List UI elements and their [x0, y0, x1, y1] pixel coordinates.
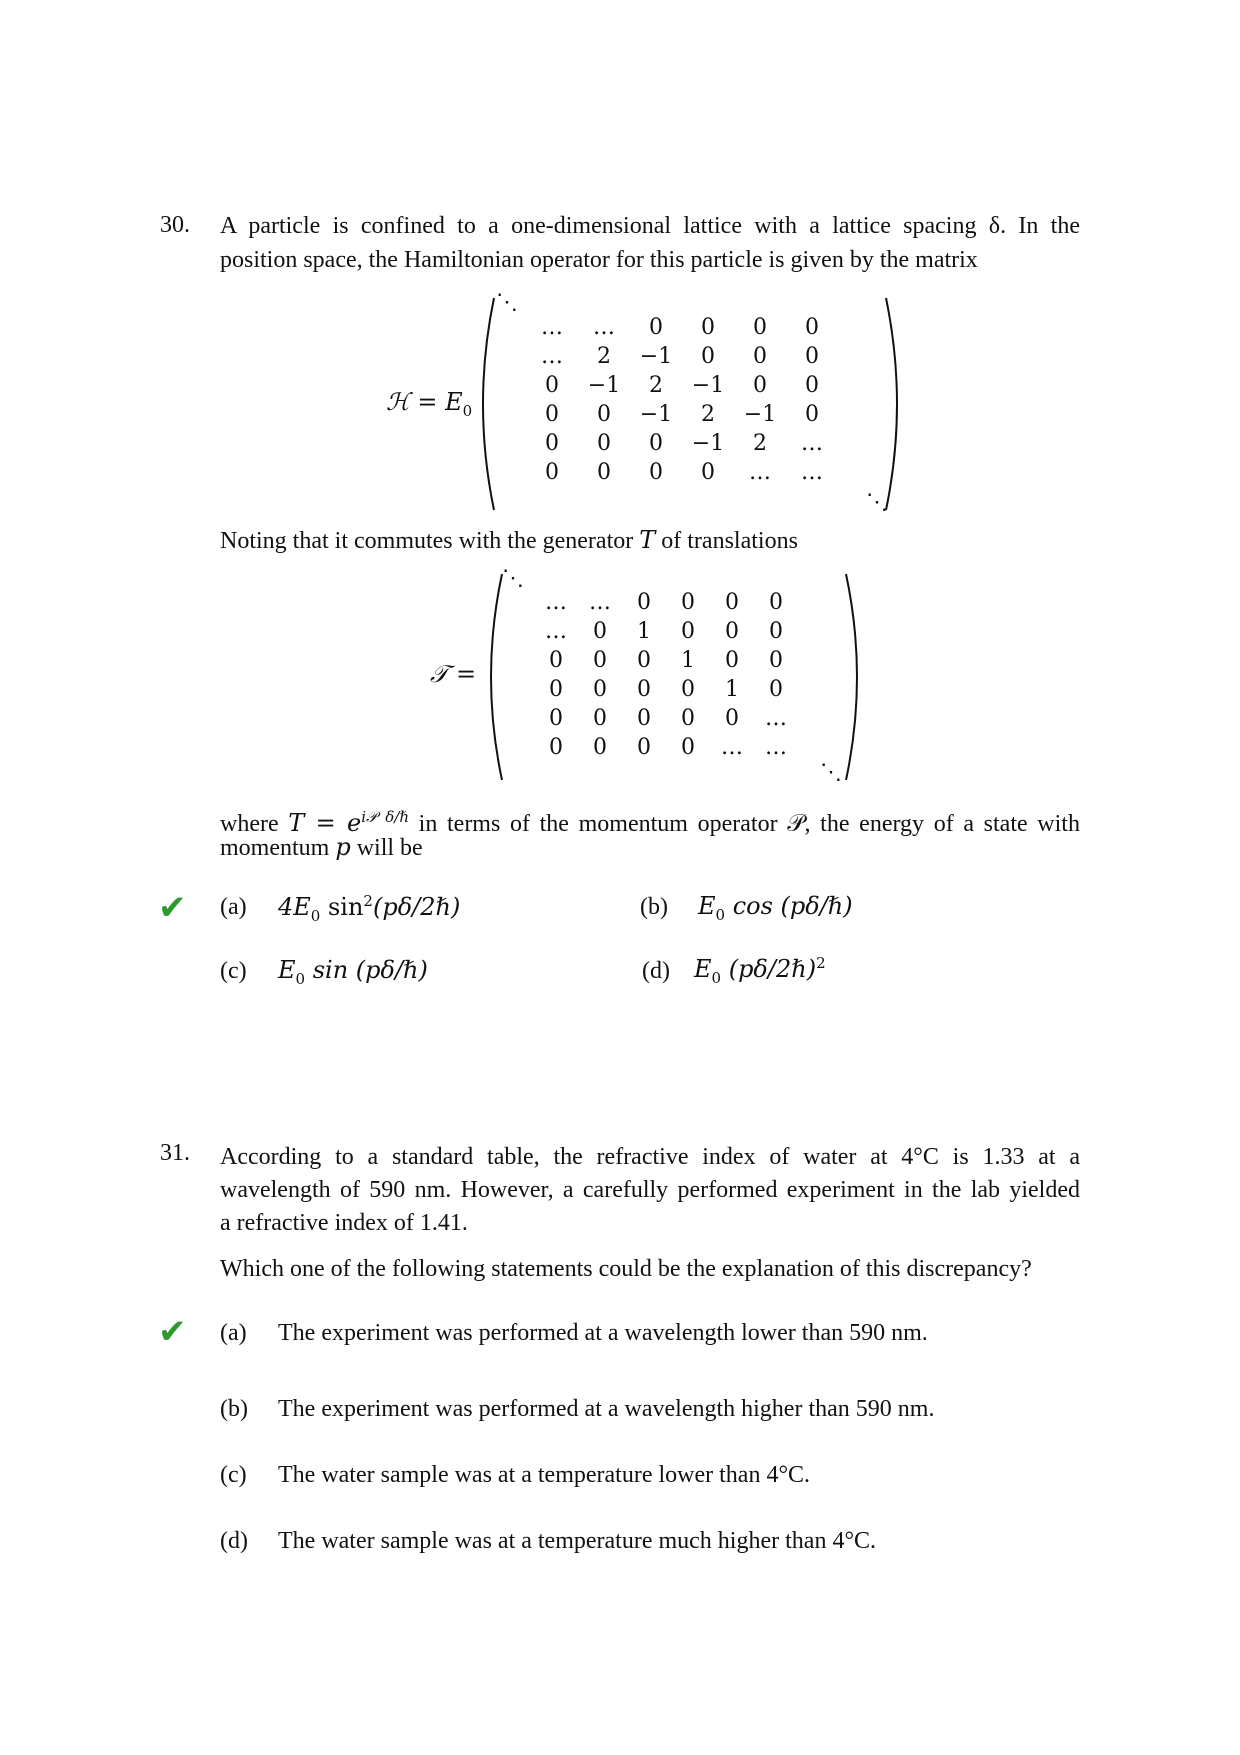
hamiltonian-cell: 0 — [805, 315, 819, 340]
q31-option-d-text: The water sample was at a temperature much higher than 4°C. — [278, 1528, 877, 1554]
q31-option-a-label: (a) — [220, 1320, 247, 1346]
hamiltonian-cell: −1 — [691, 431, 725, 456]
q30-correct-check-icon: ✔ — [158, 888, 187, 928]
hamiltonian-cell: … — [801, 431, 823, 456]
translation-cell: 0 — [725, 590, 739, 615]
hamiltonian-cell: 0 — [545, 460, 559, 485]
noting-line — [220, 523, 1080, 558]
q30-option-d-sub: 0 — [711, 968, 722, 987]
translation-cell: 0 — [725, 706, 739, 731]
hamiltonian-cell: … — [749, 460, 771, 485]
q31-option-a-text: The experiment was performed at a wavelength lower than 590 nm. — [278, 1320, 928, 1346]
hamiltonian-lhs — [386, 388, 472, 420]
translation-cell: 0 — [637, 590, 651, 615]
translation-top-diagonal-dots: ⋱ — [502, 566, 524, 591]
q30-option-c-sub: 0 — [295, 969, 306, 988]
translation-right-paren — [840, 572, 870, 782]
hamiltonian-bottom-diagonal-dots: ⋱ — [866, 490, 888, 515]
where-exponent: i𝒫 δ/ℏ — [361, 808, 409, 826]
hamiltonian-top-diagonal-dots: ⋱ — [496, 290, 518, 315]
translation-cell: … — [545, 590, 567, 615]
hamiltonian-left-paren — [470, 296, 500, 512]
translation-cell: … — [589, 590, 611, 615]
translation-cell: 0 — [769, 590, 783, 615]
translation-cell: … — [765, 735, 787, 760]
where-line-2-post: will be — [350, 835, 423, 861]
q30-option-b-part-2: cos (pδ/ℏ) — [725, 892, 853, 920]
hamiltonian-cell: 0 — [597, 402, 611, 427]
translation-cell: 0 — [637, 648, 651, 673]
hamiltonian-matrix — [526, 315, 866, 495]
translation-cell: … — [545, 619, 567, 644]
hamiltonian-cell: 0 — [701, 460, 715, 485]
hamiltonian-cell: 0 — [701, 315, 715, 340]
q30-option-d-sup: 2 — [816, 954, 826, 972]
translation-cell: 0 — [549, 706, 563, 731]
hamiltonian-cell: 0 — [649, 315, 663, 340]
translation-cell: 0 — [681, 735, 695, 760]
hamiltonian-cell: 2 — [649, 373, 663, 398]
hamiltonian-cell: −1 — [743, 402, 777, 427]
hamiltonian-cell: 0 — [805, 373, 819, 398]
q31-option-d-label: (d) — [220, 1528, 248, 1554]
hamiltonian-cell: … — [541, 344, 563, 369]
translation-bottom-diagonal-dots: ⋱ — [820, 760, 842, 785]
translation-lhs: 𝒯 = — [430, 660, 477, 688]
hamiltonian-right-paren — [880, 296, 910, 512]
q30-option-b-part-1: E — [698, 892, 716, 920]
translation-cell: 0 — [681, 590, 695, 615]
q30-option-c-part-2: sin (pδ/ℏ) — [305, 956, 428, 984]
translation-cell: 0 — [549, 677, 563, 702]
hamiltonian-cell: 0 — [545, 431, 559, 456]
hamiltonian-cell: −1 — [587, 373, 621, 398]
question-31-line-1: According to a standard table, the refractive index of water at 4°C is 1.33 at a — [220, 1144, 1080, 1170]
hamiltonian-cell: … — [801, 460, 823, 485]
hamiltonian-cell: −1 — [639, 402, 673, 427]
translation-cell: 0 — [681, 677, 695, 702]
translation-cell: 0 — [769, 648, 783, 673]
q31-correct-check-icon: ✔ — [158, 1312, 187, 1352]
translation-cell: 0 — [593, 706, 607, 731]
where-text-pre: where — [220, 811, 289, 837]
translation-cell: 0 — [681, 619, 695, 644]
question-30-number: 30. — [160, 212, 190, 238]
translation-cell: 0 — [593, 677, 607, 702]
q30-option-b-text — [698, 892, 853, 924]
hamiltonian-cell: 0 — [545, 373, 559, 398]
hamiltonian-cell: 0 — [701, 344, 715, 369]
hamiltonian-cell: 0 — [805, 402, 819, 427]
q30-option-c-text — [278, 956, 428, 988]
translation-cell: 1 — [681, 648, 695, 673]
translation-matrix — [534, 590, 824, 770]
hamiltonian-lhs-text: ℋ = E — [386, 388, 463, 416]
question-31-line-3: a refractive index of 1.41. — [220, 1210, 468, 1236]
translation-cell: 0 — [769, 619, 783, 644]
translation-cell: 0 — [637, 706, 651, 731]
question-31-prompt: Which one of the following statements could be the explanation of this discrepancy? — [220, 1256, 1032, 1282]
translation-cell: 0 — [549, 735, 563, 760]
translation-cell: 0 — [637, 677, 651, 702]
q30-option-a-sub: 0 — [310, 906, 321, 925]
translation-cell: 0 — [593, 735, 607, 760]
translation-cell: 0 — [593, 619, 607, 644]
q30-option-c-part-1: E — [278, 956, 296, 984]
translation-cell: … — [721, 735, 743, 760]
translation-cell: 0 — [725, 648, 739, 673]
hamiltonian-cell: 0 — [597, 460, 611, 485]
translation-cell: 0 — [725, 619, 739, 644]
where-T-expression: T = e — [288, 809, 362, 837]
translation-cell: 0 — [637, 735, 651, 760]
q30-option-a-text — [278, 892, 460, 925]
q31-option-c-label: (c) — [220, 1462, 247, 1488]
question-30-intro-line-2: position space, the Hamiltonian operator for this particle is given by the matrix — [220, 247, 978, 273]
hamiltonian-cell: 0 — [753, 344, 767, 369]
q30-option-a-sup: 2 — [363, 892, 373, 910]
translation-cell: 0 — [769, 677, 783, 702]
where-line-2 — [220, 830, 1080, 865]
hamiltonian-cell: 0 — [649, 460, 663, 485]
translation-cell: 0 — [681, 706, 695, 731]
hamiltonian-cell: 2 — [597, 344, 611, 369]
hamiltonian-cell: … — [541, 315, 563, 340]
noting-T: T — [639, 526, 656, 554]
translation-cell: … — [765, 706, 787, 731]
q30-option-b-label: (b) — [640, 894, 668, 920]
translation-cell: 1 — [725, 677, 739, 702]
q30-option-d-part-2: (pδ/2ℏ) — [721, 955, 817, 983]
hamiltonian-cell: 0 — [545, 402, 559, 427]
q30-option-d-label: (d) — [642, 958, 670, 984]
translation-cell: 0 — [549, 648, 563, 673]
where-text-post: in terms of the momentum operator 𝒫, the energy of a state with — [409, 811, 1080, 837]
q30-option-a-label: (a) — [220, 894, 247, 920]
hamiltonian-cell: 0 — [753, 373, 767, 398]
hamiltonian-cell: 0 — [753, 315, 767, 340]
q31-option-c-text: The water sample was at a temperature lower than 4°C. — [278, 1462, 811, 1488]
q30-option-c-label: (c) — [220, 958, 247, 984]
q30-option-d-part-1: E — [694, 955, 712, 983]
q30-option-a-part-1: 4E — [278, 893, 311, 921]
noting-text-pre: Noting that it commutes with the generator — [220, 528, 640, 554]
question-30-intro-line-1: A particle is confined to a one-dimensional lattice with a lattice spacing δ. In the — [220, 213, 1080, 239]
where-line-2-p: p — [335, 833, 351, 861]
q30-option-a-part-3: (pδ/2ℏ) — [372, 893, 461, 921]
where-line-2-pre: momentum — [220, 835, 336, 861]
noting-text-post: of translations — [655, 528, 798, 554]
translation-cell: 1 — [637, 619, 651, 644]
hamiltonian-cell: 0 — [805, 344, 819, 369]
hamiltonian-cell: 0 — [597, 431, 611, 456]
hamiltonian-cell: 2 — [753, 431, 767, 456]
question-31-line-2: wavelength of 590 nm. However, a carefully performed experiment in the lab yielded — [220, 1177, 1080, 1203]
hamiltonian-lhs-sub: 0 — [462, 401, 473, 420]
translation-left-paren — [478, 572, 508, 782]
hamiltonian-cell: −1 — [691, 373, 725, 398]
hamiltonian-cell: −1 — [639, 344, 673, 369]
q30-option-a-part-2: sin — [320, 893, 364, 921]
q31-option-b-text: The experiment was performed at a wavelength higher than 590 nm. — [278, 1396, 935, 1422]
q30-option-b-sub: 0 — [715, 905, 726, 924]
q30-option-d-text — [694, 954, 826, 987]
q31-option-b-label: (b) — [220, 1396, 248, 1422]
translation-cell: 0 — [593, 648, 607, 673]
question-31-number: 31. — [160, 1140, 190, 1166]
hamiltonian-cell: … — [593, 315, 615, 340]
hamiltonian-cell: 0 — [649, 431, 663, 456]
hamiltonian-cell: 2 — [701, 402, 715, 427]
